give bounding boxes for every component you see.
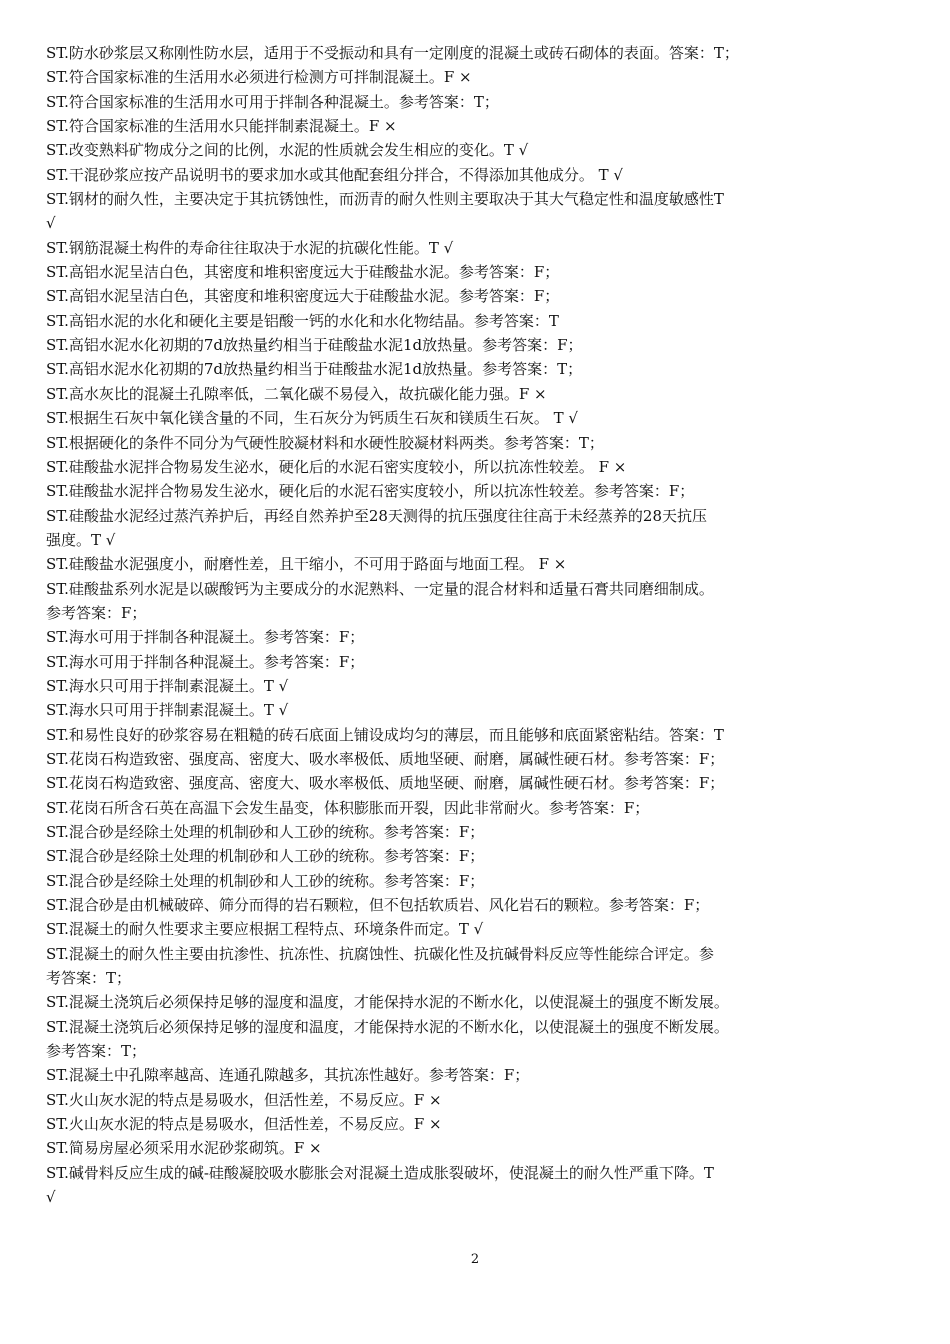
text-line: ST.花岗石所含石英在高温下会发生晶变，体积膨胀而开裂，因此非常耐火。参考答案：F； <box>46 798 650 817</box>
text-line: ST.火山灰水泥的特点是易吸水，但活性差，不易反应。F × <box>46 1090 442 1109</box>
text-line: ST.简易房屋必须采用水泥砂浆砌筑。F × <box>46 1139 322 1158</box>
text-line: ST.钢筋混凝土构件的寿命往往取决于水泥的抗碳化性能。T √ <box>46 238 454 257</box>
text-line: 参考答案：F； <box>46 603 147 622</box>
text-line: ST.干混砂浆应按产品说明书的要求加水或其他配套组分拌合，不得添加其他成分。 T √ <box>46 165 623 184</box>
text-line: ST.符合国家标准的生活用水可用于拌制各种混凝土。参考答案：T； <box>46 92 499 111</box>
text-line: ST.混凝土浇筑后必须保持足够的湿度和温度，才能保持水泥的不断水化，以使混凝土的强度不断发展。 <box>46 993 729 1012</box>
text-line: ST.硅酸盐系列水泥是以碳酸钙为主要成分的水泥熟料、一定量的混合材料和适量石膏共同磨细制成。 <box>46 579 714 598</box>
text-line: ST.花岗石构造致密、强度高、密度大、吸水率极低、质地坚硬、耐磨，属碱性硬石材。参考答案：F； <box>46 774 725 793</box>
text-line: ST.海水只可用于拌制素混凝土。T √ <box>46 676 289 695</box>
text-line: ST.火山灰水泥的特点是易吸水，但活性差，不易反应。F × <box>46 1115 442 1134</box>
text-line: ST.混合砂是经除土处理的机制砂和人工砂的统称。参考答案：F； <box>46 871 485 890</box>
text-line: ST.钢材的耐久性，主要决定于其抗锈蚀性，而沥青的耐久性则主要取决于其大气稳定性和温度敏感性T <box>46 190 724 209</box>
text-line: ST.碱骨料反应生成的碱-硅酸凝胶吸水膨胀会对混凝土造成胀裂破坏，使混凝土的耐久性严重下降。T <box>46 1163 714 1182</box>
text-line: ST.混凝土浇筑后必须保持足够的湿度和温度，才能保持水泥的不断水化，以使混凝土的强度不断发展。 <box>46 1017 729 1036</box>
text-line: ST.符合国家标准的生活用水必须进行检测方可拌制混凝土。F × <box>46 68 472 87</box>
text-line: ST.符合国家标准的生活用水只能拌制素混凝土。F × <box>46 117 397 136</box>
text-line: ST.改变熟料矿物成分之间的比例，水泥的性质就会发生相应的变化。T √ <box>46 141 529 160</box>
text-line: √ <box>46 214 56 233</box>
text-line: 考答案：T； <box>46 969 132 988</box>
text-line: ST.海水可用于拌制各种混凝土。参考答案：F； <box>46 628 365 647</box>
text-line: 参考答案：T； <box>46 1042 147 1061</box>
text-line: ST.高铝水泥呈洁白色，其密度和堆积密度远大于硅酸盐水泥。参考答案：F； <box>46 263 560 282</box>
text-line: ST.海水可用于拌制各种混凝土。参考答案：F； <box>46 652 365 671</box>
text-line: ST.花岗石构造致密、强度高、密度大、吸水率极低、质地坚硬、耐磨，属碱性硬石材。参考答案：F； <box>46 749 725 768</box>
text-line: ST.硅酸盐水泥拌合物易发生泌水，硬化后的水泥石密实度较小，所以抗冻性较差。参考答案：F； <box>46 482 695 501</box>
text-line: ST.高铝水泥水化初期的7d放热量约相当于硅酸盐水泥1d放热量。参考答案：F； <box>46 336 583 355</box>
text-line: ST.混凝土的耐久性主要由抗渗性、抗冻性、抗腐蚀性、抗碳化性及抗碱骨料反应等性能综合评定。参 <box>46 944 714 963</box>
text-line: ST.高铝水泥水化初期的7d放热量约相当于硅酸盐水泥1d放热量。参考答案：T； <box>46 360 583 379</box>
text-line: ST.高水灰比的混凝土孔隙率低，二氧化碳不易侵入，故抗碳化能力强。F × <box>46 384 547 403</box>
text-line: ST.防水砂浆层又称刚性防水层，适用于不受振动和具有一定刚度的混凝土或砖石砌体的表面。答案：T； <box>46 44 739 62</box>
text-line: ST.高铝水泥呈洁白色，其密度和堆积密度远大于硅酸盐水泥。参考答案：F； <box>46 287 560 306</box>
text-line: ST.混凝土中孔隙率越高、连通孔隙越多，其抗冻性越好。参考答案：F； <box>46 1066 530 1085</box>
text-line: 强度。T √ <box>46 530 116 549</box>
document-body <box>46 41 908 1210</box>
text-line: ST.混合砂是由机械破碎、筛分而得的岩石颗粒，但不包括软质岩、风化岩石的颗粒。参考答案：F； <box>46 896 710 915</box>
page-number: 2 <box>470 1252 480 1267</box>
text-line: ST.混合砂是经除土处理的机制砂和人工砂的统称。参考答案：F； <box>46 847 485 866</box>
text-line: ST.海水只可用于拌制素混凝土。T √ <box>46 701 289 720</box>
text-line: ST.混凝土的耐久性要求主要应根据工程特点、环境条件而定。T √ <box>46 920 484 939</box>
text-line: ST.硅酸盐水泥经过蒸汽养护后，再经自然养护至28天测得的抗压强度往往高于未经蒸养的28天抗压 <box>46 506 708 525</box>
text-line: ST.混合砂是经除土处理的机制砂和人工砂的统称。参考答案：F； <box>46 823 485 841</box>
text-line: ST.硅酸盐水泥拌合物易发生泌水，硬化后的水泥石密实度较小，所以抗冻性较差。 F × <box>46 457 627 476</box>
text-line: √ <box>46 1188 56 1207</box>
text-line: ST.和易性良好的砂浆容易在粗糙的砖石底面上铺设成均匀的薄层，而且能够和底面紧密粘结。答案：T <box>46 725 724 744</box>
text-line: ST.硅酸盐水泥强度小，耐磨性差，且干缩小，不可用于路面与地面工程。 F × <box>46 555 567 574</box>
text-line: ST.根据生石灰中氧化镁含量的不同，生石灰分为钙质生石灰和镁质生石灰。 T √ <box>46 409 578 428</box>
text-line: ST.高铝水泥的水化和硬化主要是铝酸一钙的水化和水化物结晶。参考答案：T <box>46 311 559 330</box>
text-line: ST.根据硬化的条件不同分为气硬性胶凝材料和水硬性胶凝材料两类。参考答案：T； <box>46 433 604 452</box>
